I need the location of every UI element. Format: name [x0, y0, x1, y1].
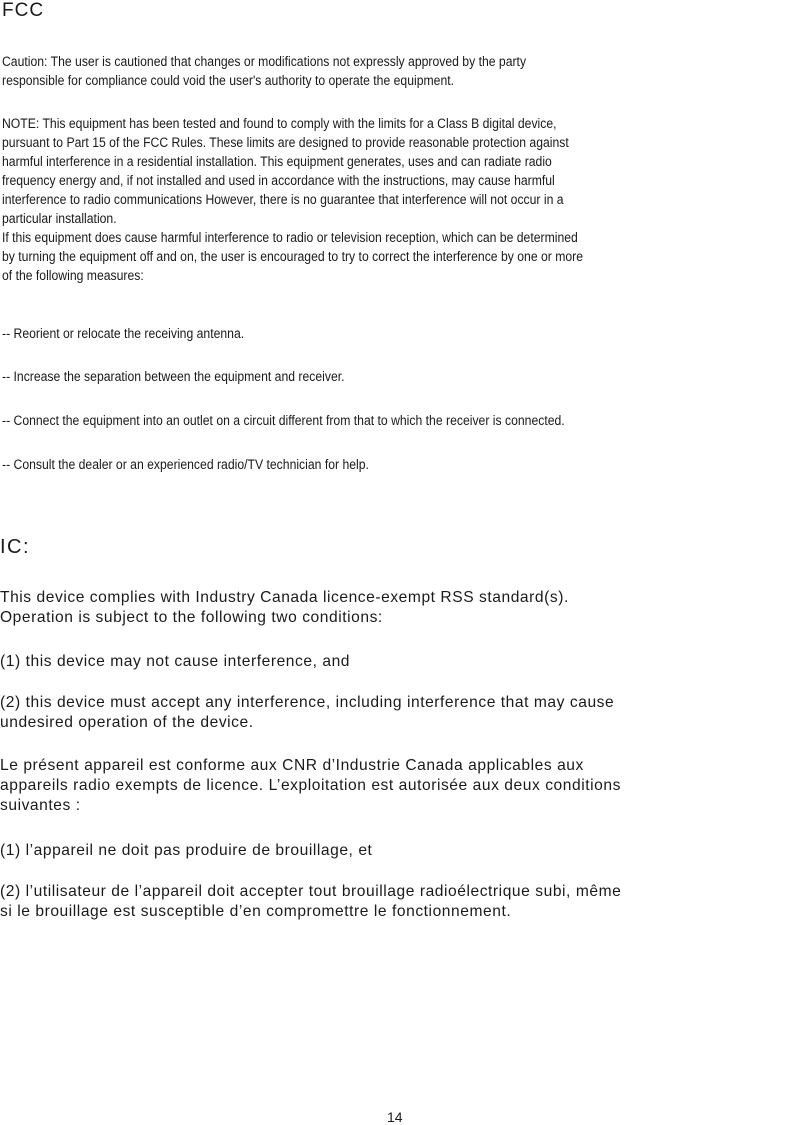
ic-fr-condition-1: (1) l’appareil ne doit pas produire de brouillage, et [0, 842, 373, 859]
measure-item: -- Consult the dealer or an experienced radio/TV technician for help. [2, 457, 369, 473]
fcc-heading: FCC [2, 0, 45, 21]
ic-fr-line: suivantes : [0, 797, 81, 814]
measure-item: -- Reorient or relocate the receiving antenna. [2, 326, 245, 342]
caution-line: Caution: The user is cautioned that changes or modifications not expressly approved by the party [2, 54, 527, 70]
ic-line: (2) this device must accept any interference, including interference that may cause [0, 694, 615, 711]
note-line: pursuant to Part 15 of the FCC Rules. These limits are designed to provide reasonable protection against [2, 135, 569, 151]
caution-line: responsible for compliance could void the user's authority to operate the equipment. [2, 73, 455, 89]
note-line: harmful interference in a residential installation. This equipment generates, uses and can radiate radio [2, 154, 552, 170]
note-line: by turning the equipment off and on, the user is encouraged to try to correct the interference by one or more [2, 249, 584, 265]
ic-fr-line: appareils radio exempts de licence. L’exploitation est autorisée aux deux conditions [0, 777, 621, 794]
note-line: If this equipment does cause harmful interference to radio or television reception, which can be determined [2, 230, 578, 246]
note-line: frequency energy and, if not installed and used in accordance with the instructions, may cause harmful [2, 173, 555, 189]
ic-fr-line: si le brouillage est susceptible d’en compromettre le fonctionnement. [0, 903, 512, 920]
page-number: 14 [387, 1109, 403, 1125]
measure-item: -- Increase the separation between the equipment and receiver. [2, 369, 345, 385]
ic-heading: IC: [0, 536, 31, 558]
ic-line: This device complies with Industry Canada licence-exempt RSS standard(s). [0, 589, 569, 606]
ic-line: undesired operation of the device. [0, 714, 254, 731]
note-line: NOTE: This equipment has been tested and found to comply with the limits for a Class B digital device, [2, 116, 557, 132]
note-line: particular installation. [2, 211, 117, 227]
ic-fr-line: (2) l’utilisateur de l’appareil doit accepter tout brouillage radioélectrique subi, même [0, 883, 622, 900]
measure-item: -- Connect the equipment into an outlet on a circuit different from that to which the receiver is connected. [2, 413, 565, 429]
ic-line: Operation is subject to the following two conditions: [0, 609, 383, 626]
ic-condition-1: (1) this device may not cause interference, and [0, 653, 351, 670]
note-line: of the following measures: [2, 268, 144, 284]
note-line: interference to radio communications However, there is no guarantee that interference will not occur in a [2, 192, 564, 208]
ic-fr-line: Le présent appareil est conforme aux CNR d’Industrie Canada applicables aux [0, 757, 584, 774]
